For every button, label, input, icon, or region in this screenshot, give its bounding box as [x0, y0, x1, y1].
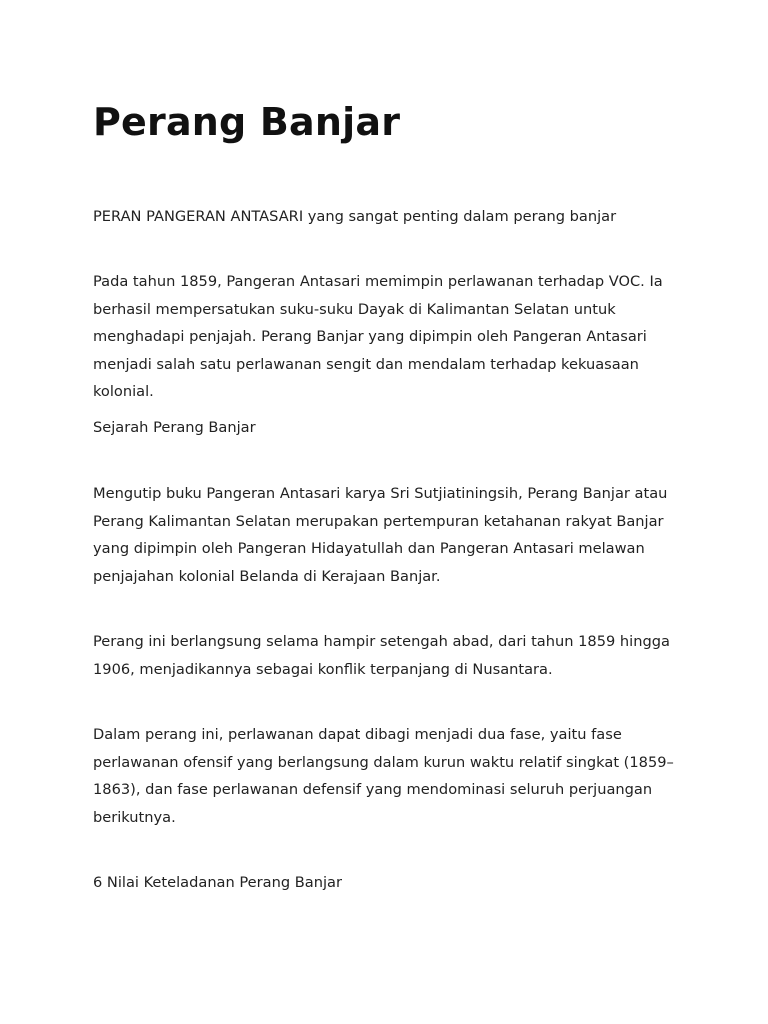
paragraph-line: menghadapi penjajah. Perang Banjar yang dipimpin oleh Pangeran Antasari	[93, 328, 647, 345]
paragraph-duration	[93, 628, 693, 683]
paragraph-line: Perang ini berlangsung selama hampir setengah abad, dari tahun 1859 hingga	[93, 633, 670, 650]
paragraph-antasari	[93, 268, 693, 406]
paragraph-line: 1863), dan fase perlawanan defensif yang mendominasi seluruh perjuangan	[93, 781, 653, 798]
paragraph-line: 1906, menjadikannya sebagai konflik terpanjang di Nusantara.	[93, 660, 553, 678]
paragraph-sejarah	[93, 480, 693, 590]
paragraph-phases	[93, 721, 693, 831]
paragraph-line: penjajahan kolonial Belanda di Kerajaan Banjar.	[93, 567, 441, 585]
paragraph-line: yang dipimpin oleh Pangeran Hidayatullah dan Pangeran Antasari melawan	[93, 540, 645, 557]
paragraph-line: kolonial.	[93, 383, 154, 400]
paragraph-line: Perang Kalimantan Selatan merupakan pertempuran ketahanan rakyat Banjar	[93, 512, 664, 530]
paragraph-line: Dalam perang ini, perlawanan dapat dibagi menjadi dua fase, yaitu fase	[93, 726, 622, 743]
paragraph-line: berhasil mempersatukan suku-suku Dayak di Kalimantan Selatan untuk	[93, 300, 616, 318]
paragraph-line: Mengutip buku Pangeran Antasari karya Sri Sutjiatiningsih, Perang Banjar atau	[93, 485, 668, 502]
section-heading-nilai: 6 Nilai Keteladanan Perang Banjar	[93, 874, 342, 891]
paragraph-line: berikutnya.	[93, 808, 176, 826]
intro-line: PERAN PANGERAN ANTASARI yang sangat penting dalam perang banjar	[93, 208, 617, 225]
paragraph-line: Pada tahun 1859, Pangeran Antasari memimpin perlawanan terhadap VOC. Ia	[93, 273, 663, 290]
page-title: Perang Banjar	[93, 100, 401, 144]
section-heading-sejarah: Sejarah Perang Banjar	[93, 419, 256, 436]
paragraph-line: menjadi salah satu perlawanan sengit dan mendalam terhadap kekuasaan	[93, 355, 639, 373]
paragraph-line: perlawanan ofensif yang berlangsung dalam kurun waktu relatif singkat (1859–	[93, 753, 674, 771]
